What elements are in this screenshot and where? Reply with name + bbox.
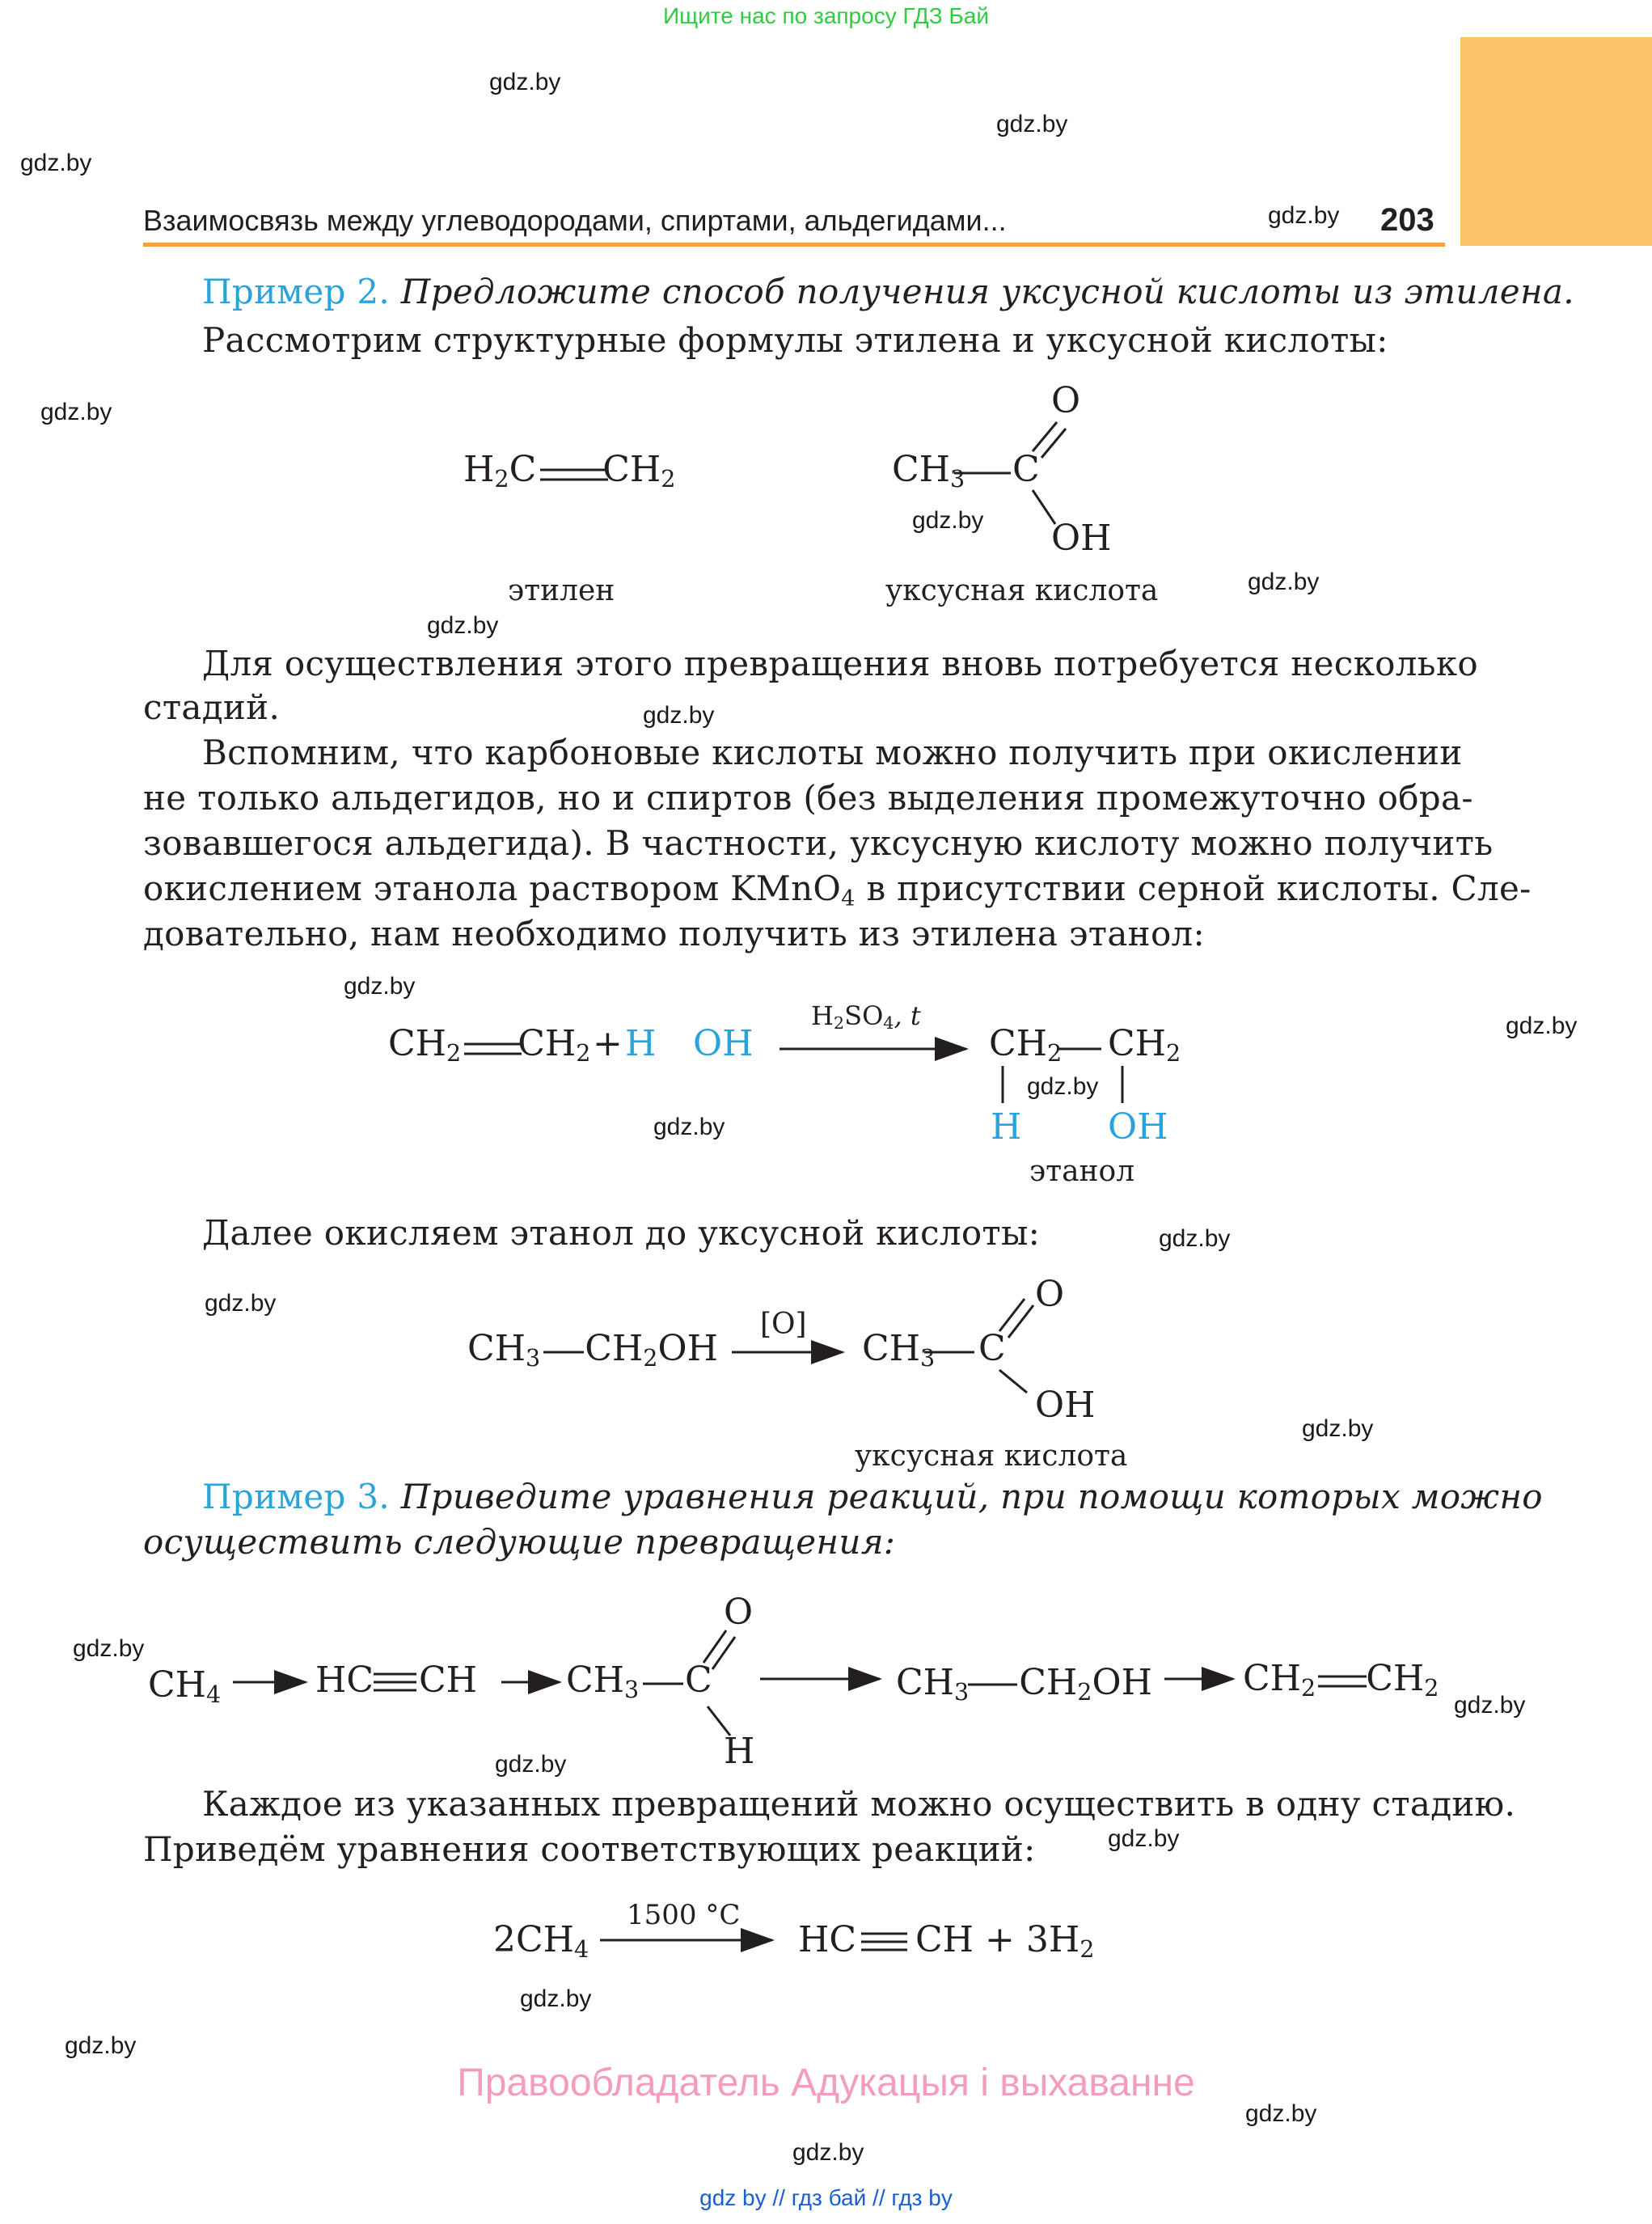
reaction2-product-c: C — [978, 1328, 1006, 1369]
single-bond — [999, 1370, 1027, 1393]
acetic-acid-oh: OH — [1051, 518, 1112, 559]
single-bond — [708, 1706, 730, 1736]
chain-acetylene-ch: CH — [419, 1660, 478, 1701]
example3-task-line1: Приведите уравнения реакций, при помощи которых можно — [400, 1477, 1543, 1516]
paragraph3: Далее окисляем этанол до уксусной кислоты: — [202, 1213, 1041, 1253]
watermark: gdz.by — [996, 111, 1068, 137]
paragraph1-line2: стадий. — [143, 687, 281, 727]
acetic-acid-label: уксусная кислота — [885, 574, 1159, 607]
reaction2-product-o: O — [1035, 1274, 1065, 1315]
double-bond — [999, 1299, 1025, 1331]
bottom-links[interactable]: gdz by // гдз бай // гдз by — [699, 2185, 953, 2210]
copyright-holder: Правообладатель Адукацыя і выхаванне — [457, 2061, 1195, 2104]
chain-ethylene: $CH_2$ $CH_2$ — [1243, 1658, 1439, 1702]
chain-acetylene-hc: HC — [315, 1660, 374, 1701]
watermark: gdz.by — [205, 1290, 277, 1317]
reaction2-product-oh: OH — [1035, 1385, 1096, 1426]
watermark: gdz.by — [1506, 1013, 1578, 1039]
example3-task-line2: осуществить следующие превращения: — [143, 1522, 896, 1562]
paragraph4-line2: Приведём уравнения соответствующих реакций: — [143, 1829, 1036, 1869]
reaction3-product-hc: HC — [798, 1919, 857, 1960]
watermark: gdz.by — [489, 69, 561, 95]
chain-acetaldehyde-ch3: $CH_3$ — [566, 1660, 640, 1704]
acetic-acid-o: O — [1051, 380, 1081, 421]
chain-methane: $CH_4$ — [148, 1664, 222, 1709]
reaction1-condition: $H_2SO_4$, t — [811, 1000, 921, 1034]
watermark: gdz.by — [1108, 1825, 1180, 1852]
watermark: gdz.by — [653, 1114, 725, 1140]
watermark: gdz.by — [1027, 1073, 1099, 1100]
double-bond — [1033, 422, 1057, 451]
watermark: gdz.by — [1268, 202, 1340, 229]
chain-acetaldehyde-o: O — [724, 1592, 754, 1633]
watermark: gdz.by — [1248, 569, 1320, 595]
double-bond — [703, 1630, 726, 1663]
reaction2-reactant: $CH_3$ $CH_2OH$ — [467, 1328, 718, 1372]
reaction1-product-ch2-b: $CH_2$ — [1108, 1023, 1181, 1068]
watermark: gdz.by — [73, 1635, 145, 1662]
watermark: gdz.by — [1245, 2100, 1317, 2127]
top-banner[interactable]: Ищите нас по запросу ГДЗ Бай — [662, 3, 990, 28]
watermark: gdz.by — [1159, 1225, 1231, 1252]
watermark: gdz.by — [643, 702, 715, 729]
paragraph2-line2: не только альдегидов, но и спиртов (без выделения промежуточно обра- — [143, 778, 1473, 818]
chain-acetaldehyde-h: H — [724, 1731, 755, 1772]
paragraph2-line4: окислением этанола раствором KMnO$_4$ в присутствии серной кислоты. Сле- — [143, 869, 1532, 911]
example3-label: Пример 3. — [202, 1477, 391, 1516]
double-bond — [1008, 1305, 1033, 1338]
paragraph1-line1: Для осуществления этого превращения вновь потребуется несколько — [202, 644, 1478, 683]
reaction1-reactant1: $CH_2$ $CH_2$ — [388, 1023, 591, 1068]
watermark: gdz.by — [65, 2032, 137, 2059]
reaction1-product-ch2-a: $CH_2$ — [989, 1023, 1063, 1068]
page-number: 203 — [1380, 202, 1434, 238]
running-head: Взаимосвязь между углеводородами, спиртами, альдегидами... — [143, 204, 1007, 237]
reaction1-product-label: этанол — [1029, 1155, 1135, 1188]
watermark: gdz.by — [912, 507, 984, 534]
watermark: gdz.by — [495, 1751, 567, 1778]
watermark: gdz.by — [20, 150, 92, 176]
paragraph2-line5: довательно, нам необходимо получить из этилена этанол: — [143, 914, 1205, 953]
watermark: gdz.by — [427, 612, 499, 639]
watermark: gdz.by — [792, 2139, 864, 2166]
example2-label: Пример 2. — [202, 272, 391, 311]
reaction1-water-oh: OH — [693, 1023, 754, 1064]
example2-intro: Рассмотрим структурные формулы этилена и уксусной кислоты: — [202, 320, 1388, 360]
watermark: gdz.by — [520, 1985, 592, 2012]
reaction3-reactant: $2CH_4$ — [493, 1919, 589, 1964]
paragraph2-line1: Вспомним, что карбоновые кислоты можно получить при окислении — [202, 733, 1463, 772]
watermark: gdz.by — [1302, 1415, 1374, 1442]
watermark: gdz.by — [344, 973, 416, 1000]
reaction2-condition: [O] — [760, 1308, 807, 1341]
watermark: gdz.by — [1454, 1692, 1526, 1719]
reaction1-plus: + — [593, 1023, 623, 1064]
reaction2-product-ch3: $CH_3$ — [862, 1328, 936, 1372]
paragraph4-line1: Каждое из указанных превращений можно осуществить в одну стадию. — [202, 1784, 1516, 1824]
reaction1-product-oh: OH — [1108, 1106, 1168, 1148]
reaction2-product-label: уксусная кислота — [855, 1440, 1128, 1473]
chain-ethanol: $CH_3$ $CH_2OH$ — [896, 1662, 1152, 1706]
double-bond — [1041, 429, 1066, 458]
ethylene-label: этилен — [508, 574, 615, 607]
reaction3-condition: 1500 °C — [627, 1899, 741, 1931]
reaction1-product-h: H — [991, 1106, 1022, 1148]
ethylene-formula: $H_2C$ $CH_2$ — [463, 449, 676, 493]
example2-task: Предложите способ получения уксусной кислоты из этилена. — [400, 272, 1574, 311]
paragraph2-line3: зовавшегося альдегида). В частности, уксусную кислоту можно получить — [143, 823, 1494, 863]
watermark: gdz.by — [40, 399, 112, 425]
double-bond — [712, 1637, 735, 1669]
chain-acetaldehyde-c: C — [685, 1660, 712, 1701]
reaction1-water-h: H — [625, 1023, 657, 1064]
reaction3-product-rest: CH + $3H_2$ — [915, 1919, 1095, 1964]
acetic-acid-c: C — [1012, 449, 1040, 490]
acetic-acid-ch3: $CH_3$ — [892, 449, 965, 493]
single-bond — [1033, 490, 1055, 524]
